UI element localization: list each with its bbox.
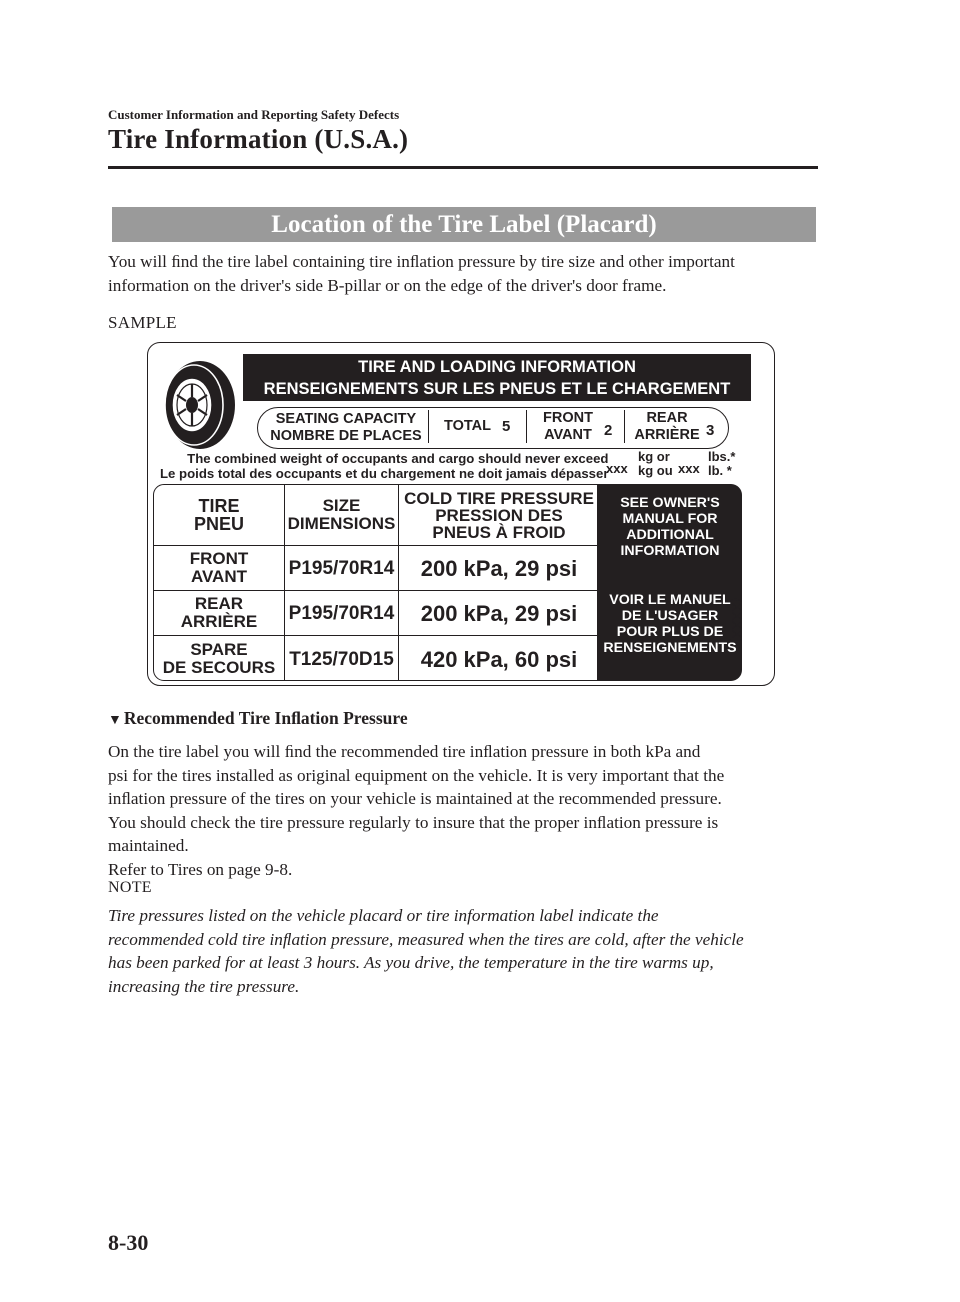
front-value: 2	[604, 422, 613, 439]
row-size: P195/70R14	[285, 591, 399, 635]
note-paragraph	[108, 904, 820, 998]
paragraph-line: Refer to Tires on page 9-8.	[108, 859, 293, 879]
note-line: increasing the tire pressure.	[108, 976, 300, 996]
paragraph-line: maintained.	[108, 836, 189, 855]
notice-line: DE L'USAGER	[621, 608, 719, 624]
placard-code: (XXXX)	[729, 598, 744, 644]
rear-label-en: REAR	[646, 410, 688, 426]
subsection-title: Recommended Tire Inﬂation Pressure	[123, 708, 408, 728]
header-pressure-fr: PNEUS À FROID	[432, 522, 566, 542]
table-row	[154, 546, 597, 591]
notice-line: POUR PLUS DE	[616, 624, 724, 640]
notice-line: ADDITIONAL	[626, 527, 714, 543]
row-size: P195/70R14	[285, 546, 399, 590]
weight-limit-text	[160, 451, 609, 481]
weight-line-en: The combined weight of occupants and cargo should never exceed	[187, 451, 609, 466]
seating-label-fr: NOMBRE DE PLACES	[270, 428, 422, 444]
notice-line: SEE OWNER'S	[620, 495, 720, 511]
notice-line: VOIR LE MANUEL	[609, 592, 731, 608]
header-tire-en: TIRE	[198, 496, 240, 516]
kg-unit	[638, 450, 673, 478]
kg-unit-en: kg or	[638, 449, 670, 464]
header-pressure-fr: PRESSION DES	[435, 505, 563, 525]
divider	[624, 410, 625, 443]
note-line: recommended cold tire inﬂation pressure, measured when the tires are cold, after the vehicle	[108, 929, 744, 949]
notice-line: RENSEIGNEMENTS	[603, 640, 737, 656]
row-position	[154, 546, 285, 590]
row-pressure: 200 kPa, 29 psi	[420, 600, 578, 626]
kg-unit-fr: kg ou	[638, 463, 673, 478]
note-line: has been parked for at least 3 hours. As you drive, the temperature in the tire warms up,	[108, 953, 714, 972]
seating-capacity-pill	[257, 407, 729, 449]
owners-notice-en	[598, 484, 742, 559]
front-label	[540, 408, 596, 448]
position-fr: AVANT	[190, 567, 247, 586]
weight-line-fr: Le poids total des occupants et du chargement ne doit jamais dépasser	[160, 466, 609, 481]
sample-label: SAMPLE	[108, 313, 177, 332]
lbs-unit-en: lbs.*	[708, 449, 736, 464]
paragraph-line: psi for the tires installed as original equipment on the vehicle. It is very important that the	[108, 765, 725, 785]
banner-line-fr: RENSEIGNEMENTS SUR LES PNEUS ET LE CHARGEMENT	[263, 380, 731, 398]
total-value: 5	[502, 418, 511, 435]
chapter-rule	[108, 166, 818, 169]
divider	[526, 410, 527, 443]
header-pressure-en: COLD TIRE PRESSURE	[404, 488, 594, 508]
header-tire	[154, 485, 285, 545]
note-line: Tire pressures listed on the vehicle placard or tire information label indicate the	[108, 906, 659, 925]
paragraph-line: On the tire label you will ﬁnd the recommended tire inﬂation pressure in both kPa and	[108, 742, 701, 761]
rear-label-fr: ARRIÈRE	[634, 427, 700, 443]
header-size	[285, 485, 399, 545]
tire-placard	[147, 342, 775, 686]
banner-line-en: TIRE AND LOADING INFORMATION	[358, 358, 636, 376]
tire-pressure-table	[153, 484, 598, 681]
position-en: REAR	[194, 594, 244, 613]
intro-line: You will ﬁnd the tire label containing tire inﬂation pressure by tire size and other important	[108, 252, 735, 271]
position-fr: ARRIÈRE	[180, 612, 258, 631]
row-position	[154, 591, 285, 635]
paragraph-line: inﬂation pressure of the tires on your vehicle is maintained at the recommended pressure.	[108, 789, 722, 808]
total-label: TOTAL	[444, 418, 491, 434]
lbs-unit	[708, 450, 735, 478]
position-en: SPARE	[190, 640, 248, 659]
table-header-row	[154, 485, 597, 546]
table-row	[154, 636, 597, 681]
subsection-heading	[108, 708, 408, 729]
table-row	[154, 591, 597, 636]
weight-lb-value: xxx	[678, 461, 700, 476]
recommended-paragraph	[108, 740, 820, 881]
chapter-title: Tire Information (U.S.A.)	[108, 124, 409, 154]
owners-manual-notice	[598, 484, 742, 681]
intro-paragraph	[108, 250, 820, 297]
section-title: Location of the Tire Label (Placard)	[112, 207, 816, 242]
header-pressure	[399, 485, 598, 545]
paragraph-line: You should check the tire pressure regularly to insure that the proper inﬂation pressure is	[108, 812, 719, 832]
intro-line: information on the driver's side B-pillar or on the edge of the driver's door frame.	[108, 275, 667, 295]
triangle-down-icon: ▼	[108, 713, 122, 728]
note-label: NOTE	[108, 879, 152, 896]
position-fr: DE SECOURS	[162, 658, 276, 677]
tire-icon	[159, 359, 237, 451]
page-number: 8-30	[108, 1230, 149, 1255]
row-position	[154, 636, 285, 681]
notice-line: INFORMATION	[620, 543, 720, 559]
header-size-en: SIZE	[322, 496, 361, 515]
lbs-unit-fr: lb. *	[708, 463, 732, 478]
row-pressure: 200 kPa, 29 psi	[420, 555, 578, 581]
running-head: Customer Information and Reporting Safety Defects	[108, 107, 400, 122]
position-en: FRONT	[189, 549, 249, 568]
header-size-fr: DIMENSIONS	[287, 514, 396, 533]
row-pressure: 420 kPa, 60 psi	[420, 646, 578, 672]
placard-banner	[243, 354, 751, 401]
notice-line: MANUAL FOR	[622, 511, 718, 527]
front-label-fr: AVANT	[544, 427, 592, 443]
rear-value: 3	[706, 422, 715, 439]
weight-kg-value: xxx	[606, 461, 628, 476]
divider	[428, 410, 429, 443]
rear-label	[632, 408, 702, 448]
front-label-en: FRONT	[543, 410, 593, 426]
row-size: T125/70D15	[285, 636, 399, 681]
seating-capacity-label	[266, 408, 426, 448]
header-tire-fr: PNEU	[193, 514, 244, 534]
owners-notice-fr	[598, 559, 742, 656]
seating-label-en: SEATING CAPACITY	[275, 411, 417, 427]
